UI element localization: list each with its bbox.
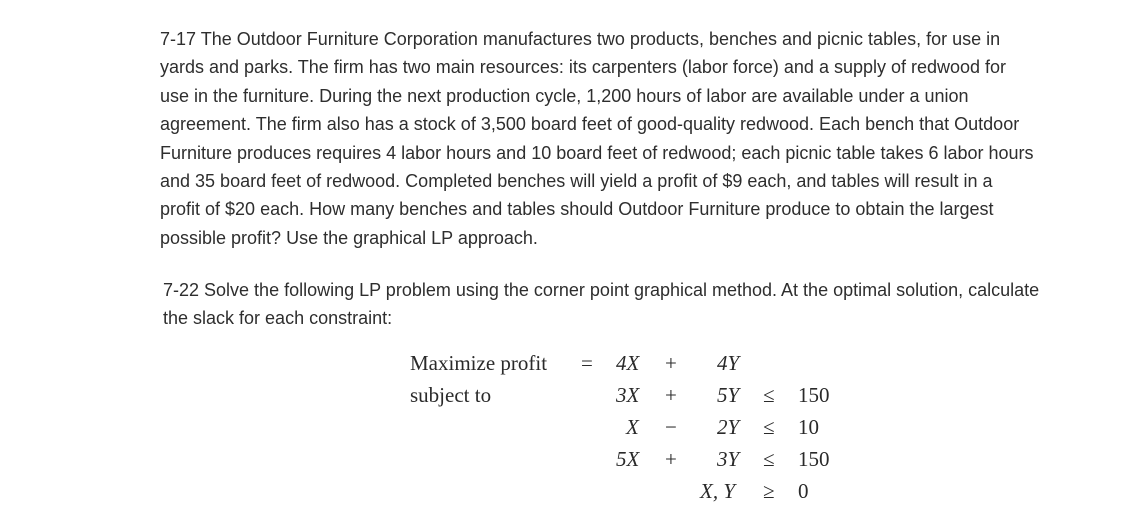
objective-x-term: 4X bbox=[616, 351, 640, 375]
constraint-3-x-term: 5X bbox=[616, 447, 640, 471]
constraint-2-rhs: 10 bbox=[798, 415, 819, 439]
constraint-1-y-term: 5Y bbox=[717, 383, 740, 407]
problem-text-line: yards and parks. The firm has two main resources: its carpenters (labor force) and a supply of redwood for bbox=[160, 57, 1007, 78]
constraint-1-x-term: 3X bbox=[616, 383, 640, 407]
constraint-1-relation: ≤ bbox=[763, 383, 775, 407]
constraint-3-relation: ≤ bbox=[763, 447, 775, 471]
constraint-1-operator: + bbox=[665, 383, 677, 407]
problem-text-line: possible profit? Use the graphical LP approach. bbox=[160, 227, 538, 248]
constraint-3-rhs: 150 bbox=[798, 447, 830, 471]
constraint-1-rhs: 150 bbox=[798, 383, 830, 407]
constraint-3-y-term: 3Y bbox=[717, 447, 740, 471]
problem-text-line: Furniture produces requires 4 labor hours and 10 board feet of redwood; each picnic table takes 6 labor hours bbox=[160, 142, 1034, 163]
constraints-label: subject to bbox=[410, 383, 492, 407]
nonnegativity-relation: ≥ bbox=[763, 479, 775, 503]
objective-label: Maximize profit bbox=[410, 351, 548, 375]
problem-text-line: profit of $20 each. How many benches and tables should Outdoor Furniture produce to obtain the largest bbox=[160, 199, 994, 220]
problem-text-line: use in the furniture. During the next production cycle, 1,200 hours of labor are available under a union bbox=[160, 85, 969, 106]
constraint-2-operator: − bbox=[665, 415, 677, 439]
objective-operator: + bbox=[665, 351, 677, 375]
problem-text-line: the slack for each constraint: bbox=[163, 308, 393, 329]
nonnegativity-rhs: 0 bbox=[798, 479, 809, 503]
problem-text-line: and 35 board feet of redwood. Completed benches will yield a profit of $9 each, and tables will result in a bbox=[160, 171, 993, 192]
constraint-2-x-term: X bbox=[626, 415, 639, 439]
problem-text-line: 7-22 Solve the following LP problem using the corner point graphical method. At the optimal solution, calculate bbox=[163, 280, 1040, 300]
constraint-2-y-term: 2Y bbox=[717, 415, 740, 439]
problem-text-line: agreement. The firm also has a stock of 3,500 board feet of good-quality redwood. Each bench that Outdoor bbox=[160, 114, 1020, 135]
objective-y-term: 4Y bbox=[717, 351, 740, 375]
constraint-2-relation: ≤ bbox=[763, 415, 775, 439]
constraint-3-operator: + bbox=[665, 447, 677, 471]
nonnegativity-variables: X, Y bbox=[700, 479, 736, 503]
problem-text-line: 7-17 The Outdoor Furniture Corporation manufactures two products, benches and picnic tables, for use in bbox=[160, 29, 1001, 49]
objective-equals: = bbox=[581, 351, 593, 375]
